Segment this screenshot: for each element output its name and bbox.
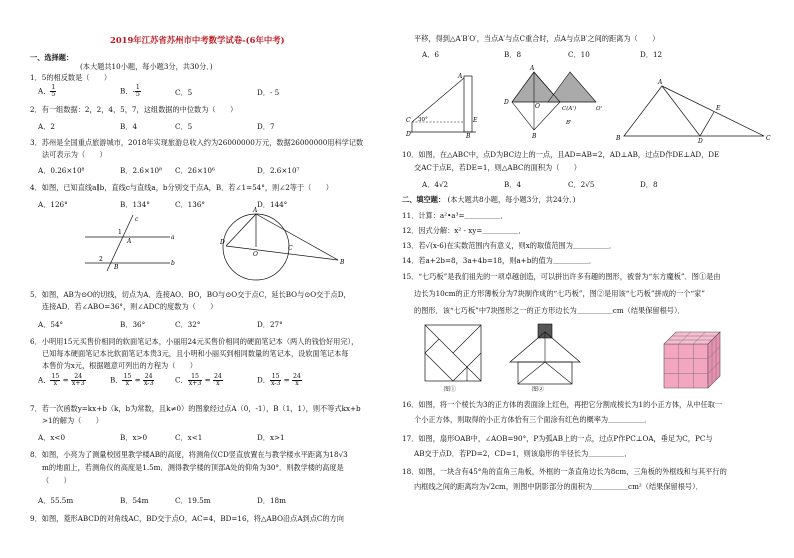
q18-line2: 内框线之间的距离均为√2cm，则图中阴影部分的面积为＿＿＿＿＿cm²（结果保留根号）． bbox=[414, 482, 703, 491]
q8-line3: （ ） bbox=[42, 476, 71, 485]
label-b: B bbox=[532, 133, 537, 140]
q15-line3: 的图形．该“七巧板”中7块图形之一的正方形边长为＿＿＿＿＿cm（结果保留根号）． bbox=[414, 306, 685, 315]
label-o-prime: O' bbox=[596, 106, 603, 112]
q4-parallel-lines-figure bbox=[85, 213, 175, 271]
q4-option-b: B．134° bbox=[120, 200, 150, 209]
label-c: C bbox=[288, 245, 293, 252]
segment-de bbox=[700, 112, 714, 136]
q8-option-d: D．18m bbox=[257, 496, 286, 505]
label-angle-2: 2 bbox=[99, 256, 103, 263]
q10-option-a: A．4√2 bbox=[422, 180, 449, 189]
house-body bbox=[518, 362, 572, 384]
q3-line1: 3．苏州是全国重点旅游城市，2018年实现旅游总收入约为26000000万元，数据26000000用科学记数 bbox=[30, 138, 364, 147]
label-b: b bbox=[171, 260, 175, 267]
line-db bbox=[226, 246, 338, 260]
label-angle-1: 1 bbox=[118, 229, 122, 236]
q1-option-b: B．- $\frac{1}{5}$ bbox=[120, 84, 140, 99]
q10-option-b: B．4 bbox=[504, 180, 522, 189]
section1-heading: 一、选择题： bbox=[30, 53, 74, 62]
label-a: A bbox=[458, 73, 463, 80]
q16-line1: 16．如图，将一个棱长为3的正方体的表面涂上红色，再把它分割成棱长为1的小正方体，从中任取一 bbox=[402, 400, 723, 409]
label-a: A bbox=[253, 207, 258, 214]
q6-line3: 本售价为x元，根据题意可列出的方程为（ ） bbox=[42, 361, 197, 370]
label-b: B bbox=[616, 135, 621, 142]
q5-line1: 5．如图，AB为⊙O的切线，切点为A．连接AO、BO，BO与⊙O交于点C，延长BO与⊙O交于点D， bbox=[30, 290, 351, 299]
label-o: O bbox=[253, 251, 258, 258]
exam-title: 2019年江苏省苏州市中考数学试卷-(6年中考) bbox=[110, 35, 285, 45]
q6-option-b: B． $\frac{15}{x}$ = $\frac{24}{x-3}$ bbox=[110, 373, 154, 388]
fig2-caption: 图② bbox=[532, 386, 545, 393]
label-a: A bbox=[530, 65, 535, 72]
q16-line2: 个小正方体，则取得的小正方体恰有三个面涂有红色的概率为＿＿＿＿＿． bbox=[414, 415, 652, 424]
tangram-line4 bbox=[425, 339, 439, 353]
label-c: C bbox=[406, 117, 411, 124]
label-a: A bbox=[658, 79, 663, 86]
q17-line2: AB交于点D．若PD=2，CD=1，则该扇形的半径长为＿＿＿＿＿． bbox=[414, 449, 632, 458]
fig1-caption: 图① bbox=[444, 386, 457, 393]
q5-option-a: A．54° bbox=[38, 320, 64, 329]
q2-stem: 2．有一组数据：2，2，4，5，7，这组数据的中位数为（ ） bbox=[30, 105, 238, 114]
right-column bbox=[400, 0, 794, 558]
q7-line1: 7．若一次函数y=kx+b（k，b为常数，且k≠0）的图象经过点A（0，-1），B（1，1），则不等式kx+b bbox=[30, 404, 361, 413]
label-d: D bbox=[406, 131, 411, 138]
cube-front bbox=[664, 344, 708, 388]
label-angle-30: 30° bbox=[418, 117, 428, 123]
sight-line bbox=[412, 78, 464, 122]
q5-option-c: C．32° bbox=[175, 320, 201, 329]
label-d: D bbox=[220, 239, 225, 246]
label-e: E bbox=[716, 105, 721, 112]
q15-line1: 15．“七巧板”是我们祖先的一项卓越创造，可以拼出许多有趣的图形，被誉为“东方魔板”．图①是由 bbox=[402, 272, 721, 281]
tangram-line1 bbox=[453, 325, 481, 353]
label-c: c bbox=[135, 216, 139, 223]
q9-option-c: C．10 bbox=[568, 50, 590, 59]
label-b-point: B bbox=[114, 264, 119, 271]
q6-option-a: A． $\frac{15}{x}$ = $\frac{24}{x+3}$ bbox=[38, 373, 85, 388]
label-d: D bbox=[504, 99, 509, 106]
q14-text: 14．若a+2b=8，3a+4b=18，则a+b的值为＿＿＿＿＿． bbox=[402, 256, 596, 265]
q10-triangle-figure bbox=[612, 78, 782, 144]
tangent-ab bbox=[256, 214, 338, 260]
q13-text: 13．若√(x-6)在实数范围内有意义，则x的取值范围为＿＿＿＿＿． bbox=[402, 241, 617, 250]
q10-line1: 10．如图，在△ABC中，点D为BC边上的一点，且AD=AB=2，AD⊥AB，过点D作DE⊥AD，DE bbox=[402, 150, 720, 159]
q9-line2: 平移，得到△A′B′O′，当点A′与点C重合时，点A与点B′之间的距离为（ ） bbox=[414, 34, 660, 43]
q18-line1: 18．如图，一块含有45°角的直角三角板，外框的一条直角边长为8cm，三角板的外框线和与其平行的 bbox=[402, 467, 727, 476]
q8-option-a: A．55.5m bbox=[38, 496, 74, 505]
q7-option-b: B．x>0 bbox=[120, 433, 148, 442]
label-b: B bbox=[340, 259, 345, 266]
tangram-house-figure bbox=[508, 322, 584, 386]
q8-building-figure bbox=[406, 72, 481, 138]
q11-text: 11．计算：a²•a³=＿＿＿＿＿． bbox=[402, 211, 508, 220]
label-c: C bbox=[766, 135, 771, 142]
q3-option-a: A．0.26×10⁸ bbox=[38, 166, 85, 175]
q7-option-c: C．x<1 bbox=[175, 433, 203, 442]
tangram-line5 bbox=[425, 353, 453, 381]
q17-line1: 17．如图，扇形OAB中，∠AOB=90°，P为弧AB上的一点，过点P作PC⊥OA，垂足为C，PC与 bbox=[402, 434, 713, 443]
q2-option-c: C．5 bbox=[175, 122, 193, 131]
q9-option-a: A．6 bbox=[422, 50, 439, 59]
q9-line1: 9．如图，菱形ABCD的对角线AC，BD交于点O，AC=4，BD=16，将△ABO沿点A到点C的方向 bbox=[30, 514, 344, 523]
painted-cube-figure bbox=[652, 322, 722, 392]
q3-option-b: B．2.6×10⁸ bbox=[120, 166, 162, 175]
q1-option-c: C．5 bbox=[175, 88, 193, 97]
building-ab bbox=[464, 76, 472, 132]
body-line2 bbox=[545, 362, 572, 384]
q7-option-d: D．x>1 bbox=[257, 433, 285, 442]
q4-stem: 4．如图，已知直线a∥b，直线c与直线a，b分别交于点A，B．若∠1=54°，则∠2等于（ ） bbox=[30, 183, 333, 192]
q6-option-c: C． $\frac{15}{x+3}$ = $\frac{24}{x}$ bbox=[175, 373, 222, 388]
q2-option-a: A．2 bbox=[38, 122, 55, 131]
label-a-point: A bbox=[127, 238, 132, 245]
q4-option-a: A．126° bbox=[38, 200, 68, 209]
q12-text: 12．因式分解：x² - xy=＿＿＿＿＿． bbox=[402, 226, 526, 235]
tangram-square-figure bbox=[424, 324, 484, 384]
translated-triangle-shaded bbox=[548, 72, 596, 102]
segment-ad bbox=[662, 86, 700, 136]
q9-rhombus-figure bbox=[504, 65, 604, 140]
q7-option-a: A．x<0 bbox=[38, 433, 66, 442]
label-c-a-prime: C(A') bbox=[562, 106, 576, 112]
body-line1 bbox=[518, 362, 545, 384]
q8-line2: m的地面上，若测角仪的高度是1.5m．测得教学楼的顶部A处的仰角为30°．则教学楼的高度是 bbox=[42, 463, 344, 472]
q9-option-b: B．8 bbox=[504, 50, 522, 59]
label-b-prime: B' bbox=[566, 120, 572, 126]
q6-line2: 已知每本硬面笔记本比软面笔记本贵3元，且小明和小丽买到相同数量的笔记本，设软面笔记本每 bbox=[42, 349, 349, 358]
q1-option-a: A． $\frac{1}{5}$ bbox=[38, 84, 56, 99]
q6-line1: 6．小明用15元买售价相同的软面笔记本，小丽用24元买售价相同的硬面笔记本（两人的钱恰好用完）， bbox=[30, 337, 359, 346]
label-d: D bbox=[698, 138, 703, 145]
q8-option-b: B．54m bbox=[120, 496, 149, 505]
q6-option-d: D． $\frac{15}{x-3}$ = $\frac{24}{x}$ bbox=[257, 373, 301, 388]
section1-note: (本大题共10小题，每小题3分，共30分．) bbox=[80, 62, 213, 71]
section2-heading: 二、填空题： (本大题共8小题，每小题3分，共24分．) bbox=[402, 195, 576, 204]
q2-option-d: D．7 bbox=[257, 122, 275, 131]
label-b: B bbox=[466, 133, 471, 140]
q3-option-d: D．2.6×10⁷ bbox=[257, 166, 300, 175]
q3-option-c: C．26×10⁶ bbox=[175, 166, 215, 175]
q1-option-d: D．- 5 bbox=[257, 88, 280, 97]
q2-option-b: B．4 bbox=[120, 122, 138, 131]
label-a: a bbox=[171, 234, 175, 241]
q9-option-d: D．12 bbox=[640, 50, 663, 59]
q5-line2: 连接AD．若∠ABO=36°，则∠ADC的度数为（ ） bbox=[42, 302, 218, 311]
q4-option-c: C．136° bbox=[175, 200, 205, 209]
q3-line2: 法可表示为（ ） bbox=[42, 150, 107, 159]
q10-option-c: C．2√5 bbox=[568, 180, 595, 189]
q5-option-b: B．36° bbox=[120, 320, 146, 329]
q7-line2: >1的解为（ ） bbox=[42, 416, 103, 425]
label-o: O bbox=[535, 103, 540, 110]
q5-circle-tangent-figure bbox=[220, 207, 350, 284]
q1-stem: 1．5的相反数是（ ） bbox=[30, 73, 112, 82]
q8-option-c: C．19.5m bbox=[175, 496, 211, 505]
label-e: E bbox=[473, 117, 478, 124]
q8-line1: 8．如图，小亮为了测量校园里教学楼AB的高度，将测角仪CD竖直放置在与教学楼水平距离为18√3 bbox=[30, 450, 348, 459]
q5-option-d: D．27° bbox=[257, 320, 283, 329]
q15-line2: 边长为10cm的正方形薄板分为7块制作成的“七巧板”，图②是用该“七巧板”拼成的一个“家” bbox=[414, 289, 705, 298]
q4-option-d: D．144° bbox=[257, 200, 288, 209]
q10-line2: 交AC于点E，若DE=1，则△ABC的面积为（ ） bbox=[414, 163, 581, 172]
q10-option-d: D．8 bbox=[640, 180, 658, 189]
chord-ad bbox=[226, 214, 256, 246]
